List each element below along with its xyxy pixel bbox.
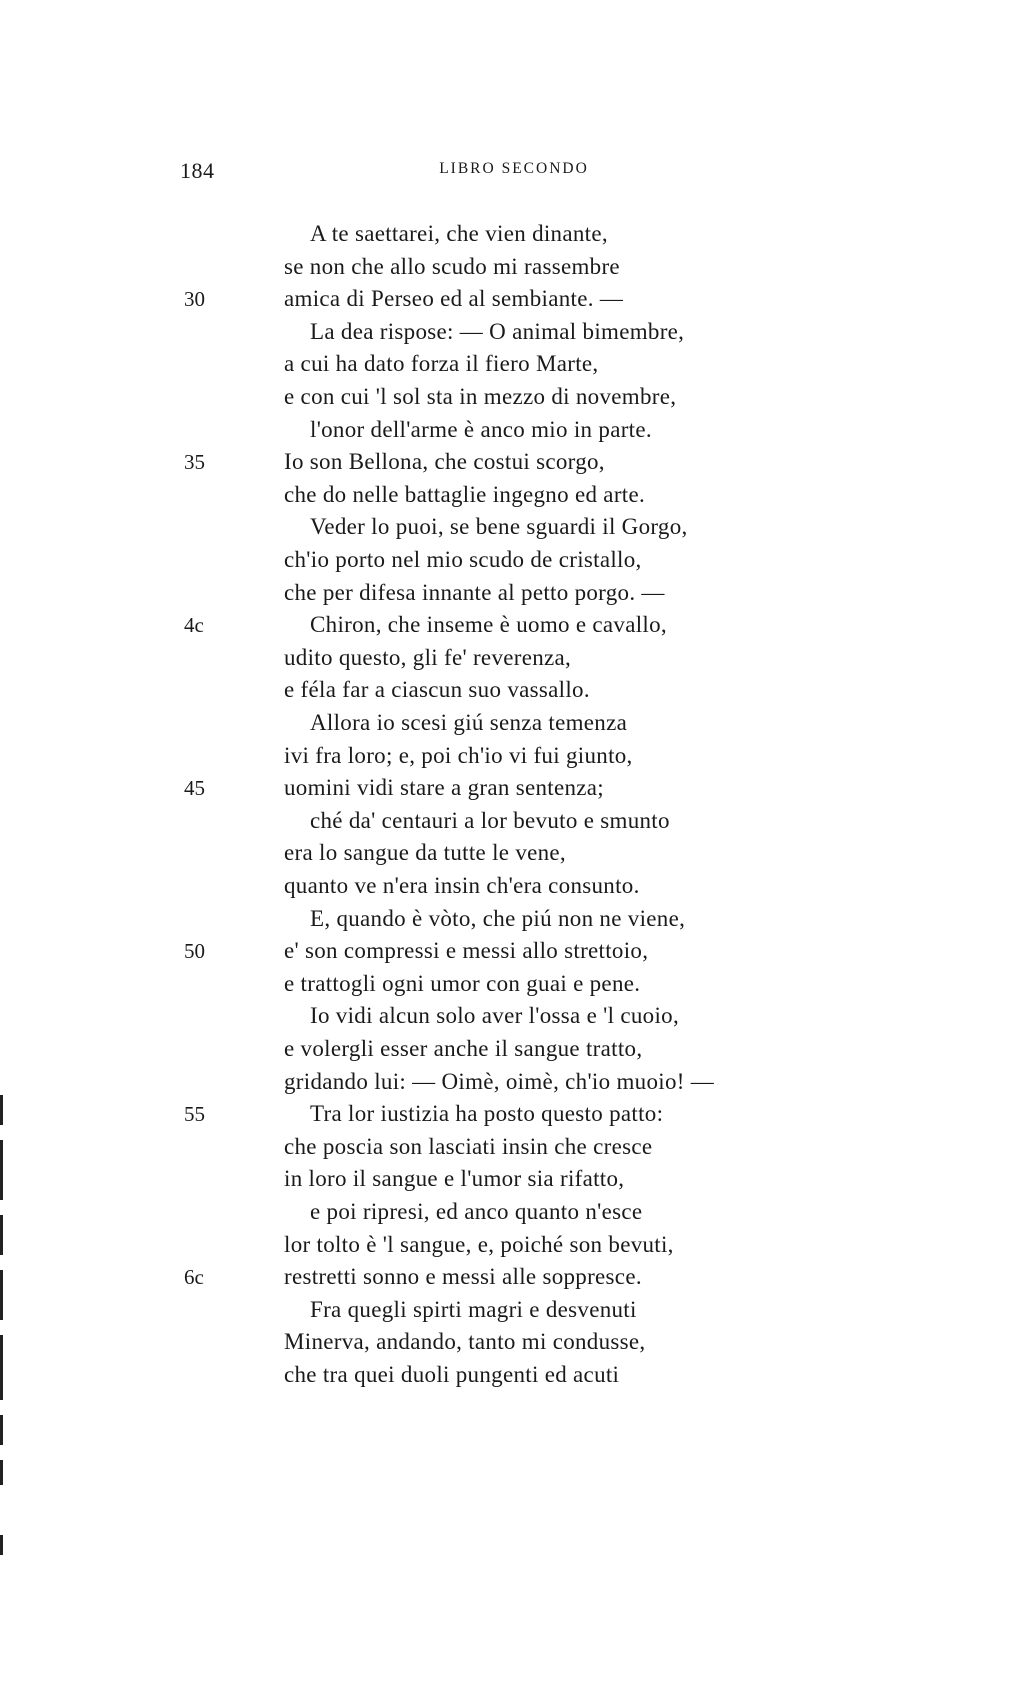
verse-line: Veder lo puoi, se bene sguardi il Gorgo,	[310, 514, 688, 539]
verse-line: Io son Bellona, che costui scorgo,	[284, 449, 605, 474]
verse-line: a cui ha dato forza il fiero Marte,	[284, 351, 599, 376]
verse-line: Fra quegli spirti magri e desvenuti	[310, 1297, 637, 1322]
scan-edge-mark	[0, 1460, 3, 1485]
scan-edge-mark	[0, 1095, 3, 1125]
verse-line: ivi fra loro; e, poi ch'io vi fui giunto,	[284, 743, 633, 768]
verse-line: uomini vidi stare a gran sentenza;	[284, 775, 604, 800]
verse-line: E, quando è vòto, che piú non ne viene,	[310, 906, 686, 931]
verse-line: udito questo, gli fe' reverenza,	[284, 645, 572, 670]
verse-line: che per difesa innante al petto porgo. —	[284, 580, 665, 605]
verse-line: e poi ripresi, ed anco quanto n'esce	[310, 1199, 643, 1224]
verse-line: in loro il sangue e l'umor sia rifatto,	[284, 1166, 625, 1191]
verse-line: Chiron, che inseme è uomo e cavallo,	[310, 612, 667, 637]
line-number: 30	[184, 287, 205, 311]
verse-line: Tra lor iustizia ha posto questo patto:	[310, 1101, 664, 1126]
line-number: 6c	[184, 1265, 204, 1289]
verse-line: che do nelle battaglie ingegno ed arte.	[284, 482, 646, 507]
verse-line: amica di Perseo ed al sembiante. —	[284, 286, 624, 311]
verse-line: e trattogli ogni umor con guai e pene.	[284, 971, 641, 996]
verse-line: Io vidi alcun solo aver l'ossa e 'l cuoio,	[310, 1003, 679, 1028]
verse-line: gridando lui: — Oimè, oimè, ch'io muoio! —	[284, 1069, 715, 1094]
running-title: LIBRO SECONDO	[439, 160, 589, 177]
scan-edge-mark	[0, 1140, 3, 1200]
scan-edge-mark	[0, 1270, 3, 1320]
line-number: 50	[184, 939, 205, 963]
verse-line: quanto ve n'era insin ch'era consunto.	[284, 873, 640, 898]
scan-edge-mark	[0, 1215, 3, 1255]
verse-line: restretti sonno e messi alle soppresce.	[284, 1264, 642, 1289]
verse-line: e' son compressi e messi allo strettoio,	[284, 938, 649, 963]
verse-line: se non che allo scudo mi rassembre	[284, 254, 620, 279]
verse-line: ché da' centauri a lor bevuto e smunto	[310, 808, 670, 833]
line-number: 4c	[184, 613, 204, 637]
line-number: 35	[184, 450, 205, 474]
verse-line: e con cui 'l sol sta in mezzo di novembre,	[284, 384, 677, 409]
verse-line: La dea rispose: — O animal bimembre,	[310, 319, 685, 344]
verse-line: Allora io scesi giú senza temenza	[310, 710, 628, 735]
verse-line: era lo sangue da tutte le vene,	[284, 840, 566, 865]
verse-line: e féla far a ciascun suo vassallo.	[284, 677, 590, 702]
verse-line: A te saettarei, che vien dinante,	[310, 221, 608, 246]
verse-line: che tra quei duoli pungenti ed acuti	[284, 1362, 620, 1387]
scan-edge-mark	[0, 1415, 3, 1445]
page-number: 184	[180, 158, 215, 183]
scan-edge-mark	[0, 1535, 3, 1555]
scan-edge-mark	[0, 1335, 3, 1400]
verse-line: e volergli esser anche il sangue tratto,	[284, 1036, 643, 1061]
verse-line: Minerva, andando, tanto mi condusse,	[284, 1329, 646, 1354]
verse-line: l'onor dell'arme è anco mio in parte.	[310, 417, 652, 442]
verse-line: lor tolto è 'l sangue, e, poiché son bevuti,	[284, 1232, 674, 1257]
verse-line: che poscia son lasciati insin che cresce	[284, 1134, 653, 1159]
line-number: 55	[184, 1102, 205, 1126]
verse-line: ch'io porto nel mio scudo de cristallo,	[284, 547, 642, 572]
line-number: 45	[184, 776, 205, 800]
